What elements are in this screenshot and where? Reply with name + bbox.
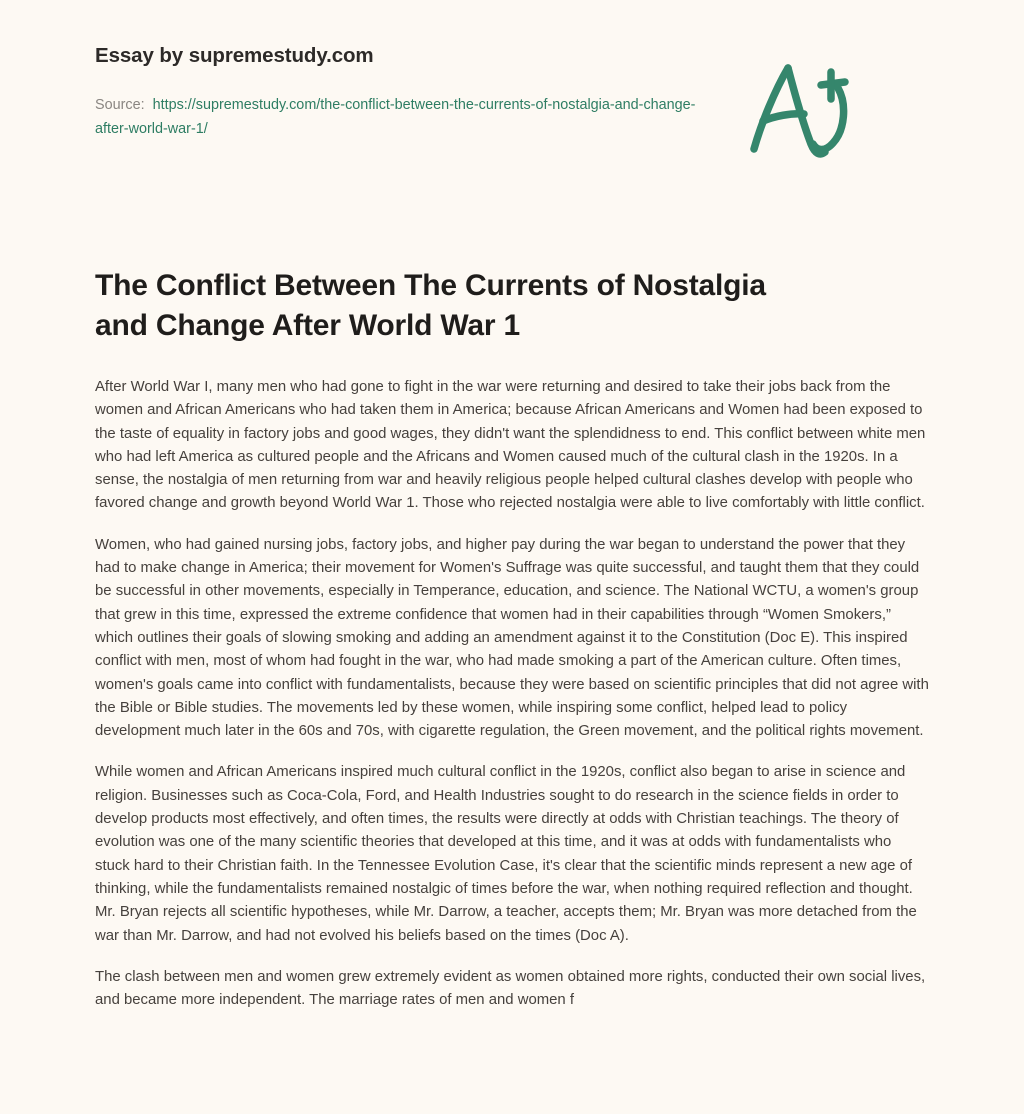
source-line (95, 93, 715, 141)
a-plus-logo-icon (741, 52, 861, 162)
page-header (95, 0, 929, 194)
byline: Essay by supremestudy.com (95, 44, 374, 67)
article (95, 266, 929, 1012)
article-body (95, 376, 929, 1012)
paragraph: Women, who had gained nursing jobs, factory jobs, and higher pay during the war began to understand the power that they had to make change in America; their movement for Women's Suffrage was quite successful, and taught them that they could be successful in other movements, especially in Temperance, education, and science. The National WCTU, a women's group that grew in this time, expressed the extreme confidence that women had in their capabilities through “Women Smokers,” which outlines their goals of slowing smoking and adding an amendment against it to the Constitution (Doc E). This inspired conflict with men, most of whom had fought in the war, who had made smoking a part of the American culture. Often times, women's goals came into conflict with fundamentalists, because they were based on scientific principles that did not agree with the Bible or Bible studies. The movements led by these women, while inspiring some conflict, helped lead to policy development much later in the 60s and 70s, with cigarette regulation, the Green movement, and the political rights movement. (95, 536, 929, 740)
source-label: Source: (95, 96, 145, 113)
paragraph: The clash between men and women grew extremely evident as women obtained more rights, conducted their own social lives, and became more independent. The marriage rates of men and women f (95, 968, 926, 1009)
paragraph: While women and African Americans inspired much cultural conflict in the 1920s, conflict also began to arise in science and religion. Businesses such as Coca-Cola, Ford, and Health Industries sought to do research in the science fields in order to develop products most effectively, and often times, the results were directly at odds with Christian teachings. The theory of evolution was one of the many scientific theories that developed at this time, and it was at odds with fundamentalists who stuck hard to their Christian faith. In the Tennessee Evolution Case, it's clear that the scientific minds represent a new age of thinking, while the fundamentalists remained nostalgic of times before the war, when nothing required reflection and thought. Mr. Bryan rejects all scientific hypotheses, while Mr. Darrow, a teacher, accepts them; Mr. Bryan was more detached from the war than Mr. Darrow, and had not evolved his beliefs based on the times (Doc A). (95, 764, 917, 944)
page-title: The Conflict Between The Currents of Nostalgia and Change After World War 1 (95, 269, 766, 342)
source-url-link[interactable]: https://supremestudy.com/the-conflict-between-the-currents-of-nostalgia-and-change-after-world-war-1/ (95, 96, 696, 137)
paragraph: After World War I, many men who had gone to fight in the war were returning and desired to take their jobs back from the women and African Americans who had taken them in America; because African Americans and Women had been exposed to the taste of equality in factory jobs and good wages, they didn't want the splendidness to end. This conflict between white men who had left America as cultured people and the Africans and Women caused much of the cultural clash in the 1920s. In a sense, the nostalgia of men returning from war and heavily religious people helped cultural clashes develop with people who favored change and growth beyond World War 1. Those who rejected nostalgia were able to live comfortably with little conflict. (95, 379, 926, 512)
